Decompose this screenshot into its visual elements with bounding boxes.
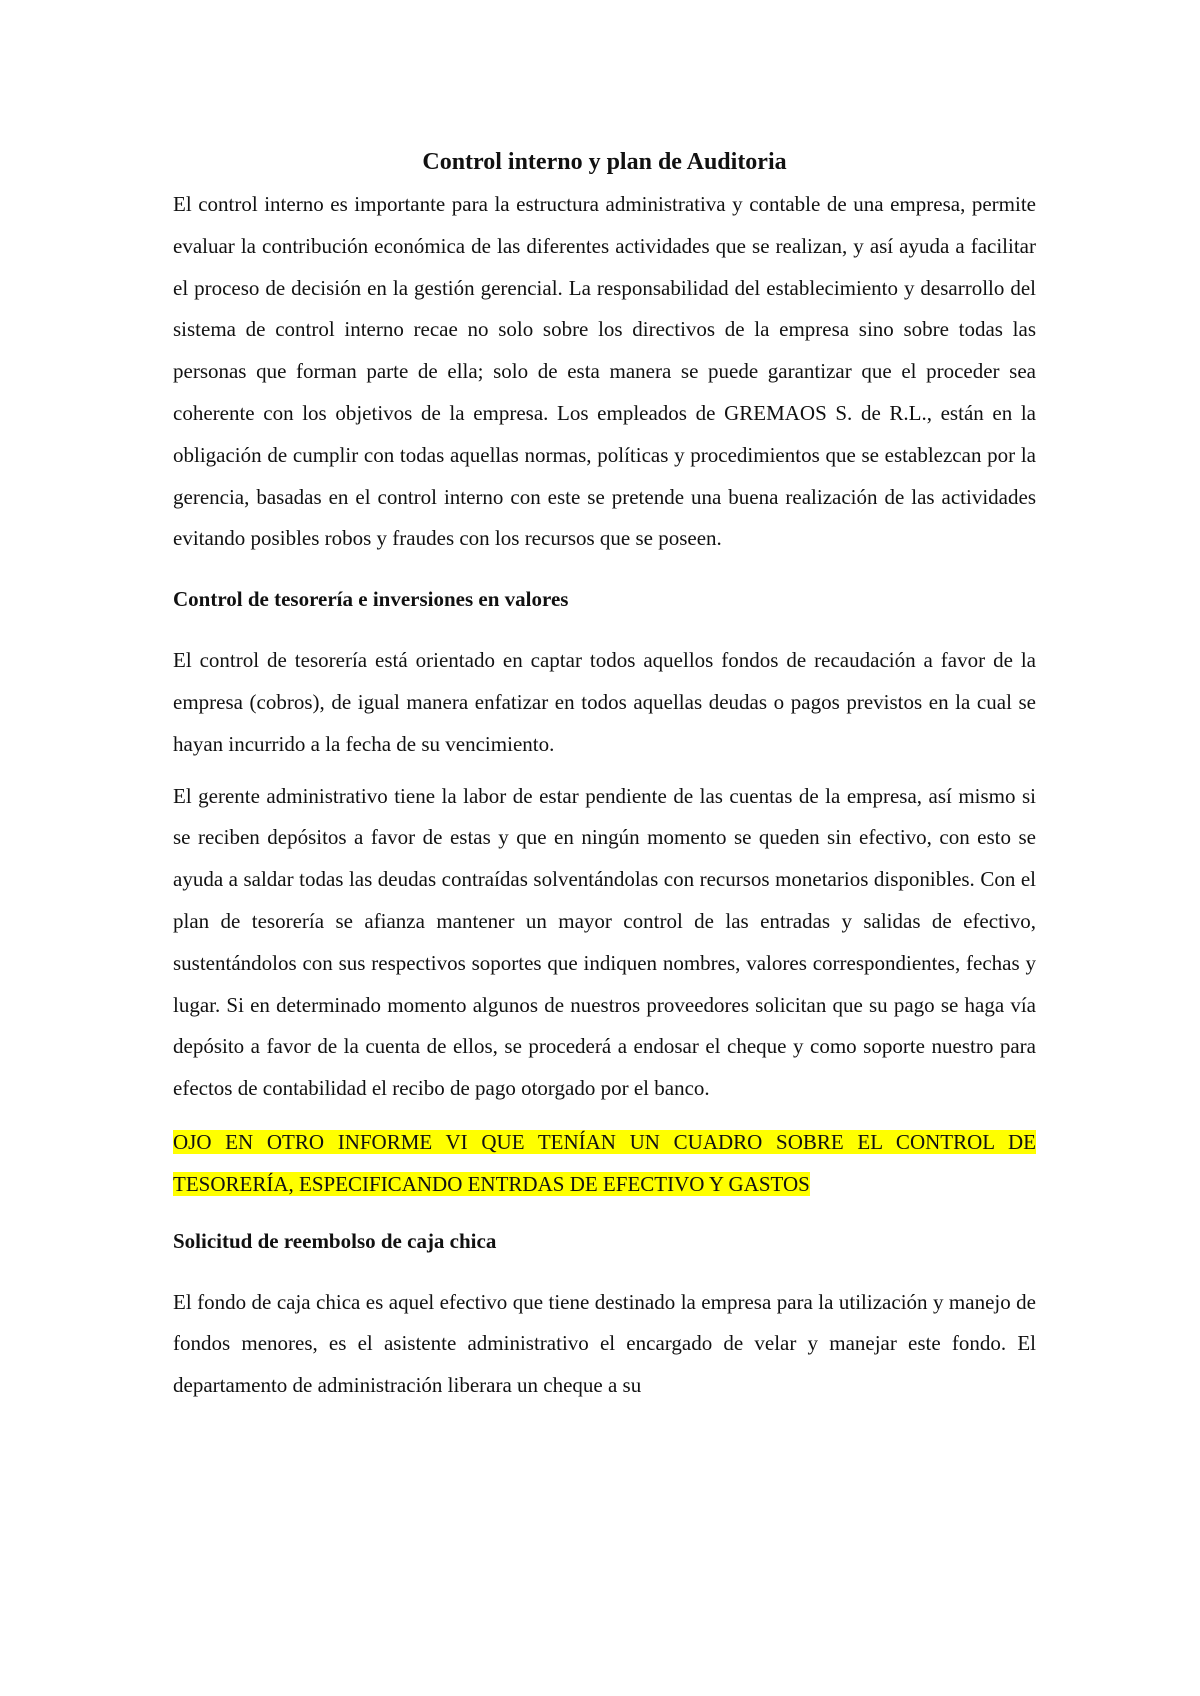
caja-chica-paragraph-1: El fondo de caja chica es aquel efectivo que tiene destinado la empresa para la utilización y manejo de fondos menores, es el asistente administrativo el encargado de velar y manejar este fondo. El departamento de administración liberara un cheque a su [173, 1289, 1036, 1398]
tesoreria-paragraph-1: El control de tesorería está orientado en captar todos aquellos fondos de recaudación a favor de la empresa (cobros), de igual manera enfatizar en todos aquellas deudas o pagos previstos en la cual se hayan incurrido a la fecha de su vencimiento. [173, 648, 1036, 756]
section-heading-tesoreria: Control de tesorería e inversiones en valores [173, 587, 569, 612]
section-heading-caja-chica: Solicitud de reembolso de caja chica [173, 1228, 497, 1253]
highlighted-note-text: OJO EN OTRO INFORME VI QUE TENÍAN UN CUADRO SOBRE EL CONTROL DE TESORERÍA, ESPECIFICANDO ENTRDAS DE EFECTIVO Y GASTOS [173, 1129, 1036, 1196]
highlighted-note [173, 1122, 1036, 1206]
document-body [173, 140, 1036, 1407]
tesoreria-paragraph-2: El gerente administrativo tiene la labor de estar pendiente de las cuentas de la empresa, así mismo si se reciben depósitos a favor de estas y que en ningún momento se queden sin efectivo, con esto se ayuda a saldar todas las deudas contraídas solventándolas con recursos monetarios disponibles. Con el plan de tesorería se afianza mantener un mayor control de las entradas y salidas de efectivo, sustentándolos con sus respectivos soportes que indiquen nombres, valores correspondientes, fechas y lugar. Si en determinado momento algunos de nuestros proveedores solicitan que su pago se haga vía depósito a favor de la cuenta de ellos, se procederá a endosar el cheque y como soporte nuestro para efectos de contabilidad el recibo de pago otorgado por el banco. [173, 783, 1036, 1101]
intro-paragraph: El control interno es importante para la estructura administrativa y contable de una empresa, permite evaluar la contribución económica de las diferentes actividades que se realizan, y así ayuda a facilitar el proceso de decisión en la gestión gerencial. La responsabilidad del establecimiento y desarrollo del sistema de control interno recae no solo sobre los directivos de la empresa sino sobre todas las personas que forman parte de ella; solo de esta manera se puede garantizar que el proceder sea coherente con los objetivos de la empresa. Los empleados de GREMAOS S. de R.L., están en la obligación de cumplir con todas aquellas normas, políticas y procedimientos que se establezcan por la gerencia, basadas en el control interno con este se pretende una buena realización de las actividades evitando posibles robos y fraudes con los recursos que se poseen. [173, 192, 1036, 551]
document-title: Control interno y plan de Auditoria [422, 149, 787, 175]
